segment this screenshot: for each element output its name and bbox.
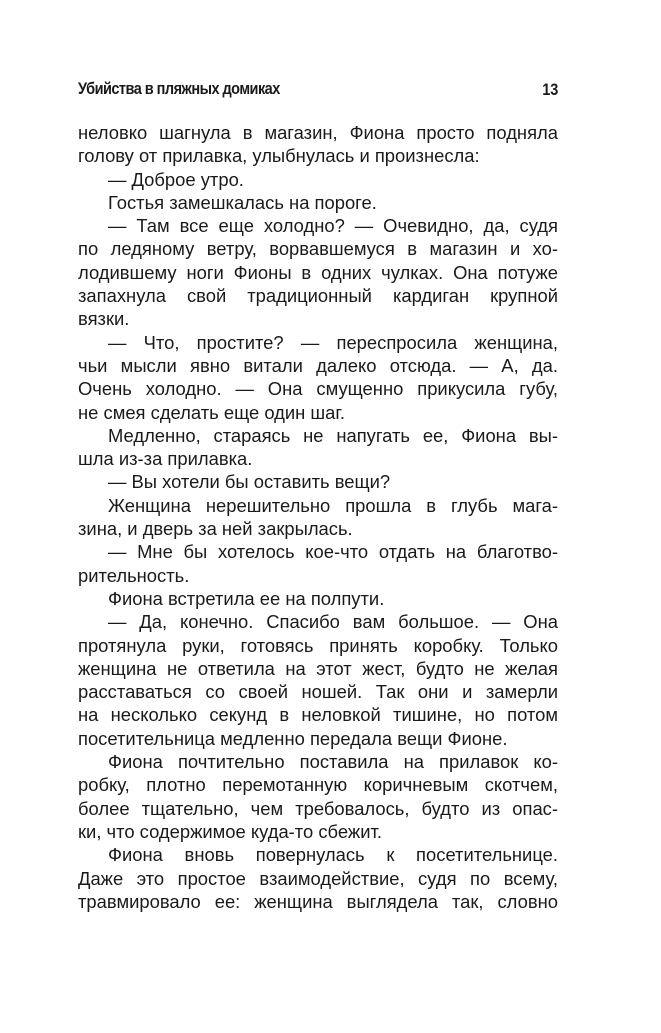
text-line: голову от прилавка, улыбнулась и произнесла: bbox=[78, 145, 480, 167]
text-line: неловко шагнула в магазин, Фиона просто подняла bbox=[78, 122, 558, 143]
text-line: запахнула свой традиционный кардиган крупной bbox=[78, 285, 558, 307]
text-line: Гостья замешкалась на пороге. bbox=[108, 191, 377, 213]
text-line: — Вы хотели бы оставить вещи? bbox=[108, 471, 391, 493]
text-line: Очень холодно. — Она смущенно прикусила губу, bbox=[78, 378, 558, 400]
text-line: Фиона вновь повернулась к посетительнице. bbox=[108, 844, 558, 866]
text-line: Фиона почтительно поставила на прилавок ко- bbox=[108, 751, 558, 773]
text-line: женщина не ответила на этот жест, будто не желая bbox=[78, 657, 558, 679]
text-line: — Там все еще холодно? — Очевидно, да, судя bbox=[108, 215, 558, 237]
text-line: Фиона встретила ее на полпути. bbox=[108, 587, 385, 609]
text-line: более тщательно, чем требовалось, будто из опас- bbox=[78, 797, 558, 819]
text-line: ки, что содержимое куда-то сбежит. bbox=[78, 820, 382, 842]
body-text bbox=[78, 121, 558, 913]
text-line: робку, плотно перемотанную коричневым скотчем, bbox=[78, 774, 558, 796]
book-page bbox=[78, 72, 558, 913]
text-line: — Доброе утро. bbox=[108, 168, 244, 190]
page-number: 13 bbox=[541, 81, 558, 99]
running-head bbox=[78, 72, 558, 106]
text-line: — Мне бы хотелось кое-что отдать на благотво- bbox=[108, 541, 558, 563]
text-line: рительность. bbox=[78, 564, 190, 586]
text-line: Даже это простое взаимодействие, судя по всему, bbox=[78, 867, 558, 889]
text-line: чьи мысли явно витали далеко отсюда. — А, да. bbox=[78, 354, 558, 376]
text-line: по ледяному ветру, ворвавшемуся в магазин и хо- bbox=[78, 238, 558, 260]
text-line: Медленно, стараясь не напугать ее, Фиона вы- bbox=[108, 424, 558, 446]
text-line: шла из-за прилавка. bbox=[78, 448, 253, 470]
text-line: зина, и дверь за ней закрылась. bbox=[78, 518, 353, 540]
text-line: — Да, конечно. Спасибо вам большое. — Она bbox=[108, 611, 558, 633]
text-line: расставаться со своей ношей. Так они и замерли bbox=[78, 681, 558, 703]
text-line: лодившему ноги Фионы в одних чулках. Она потуже bbox=[78, 261, 558, 283]
text-line: посетительница медленно передала вещи Фионе. bbox=[78, 727, 508, 749]
text-line: не смея сделать еще один шаг. bbox=[78, 401, 345, 423]
text-line: на несколько секунд в неловкой тишине, но потом bbox=[78, 704, 558, 726]
text-line: — Что, простите? — переспросила женщина, bbox=[108, 331, 558, 353]
running-title: Убийства в пляжных домиках bbox=[78, 80, 280, 98]
text-line: Женщина нерешительно прошла в глубь мага- bbox=[108, 494, 558, 516]
text-line: протянула руки, готовясь принять коробку. Только bbox=[78, 634, 558, 656]
text-line: вязки. bbox=[78, 308, 130, 330]
text-line: травмировало ее: женщина выглядела так, словно bbox=[78, 890, 558, 912]
